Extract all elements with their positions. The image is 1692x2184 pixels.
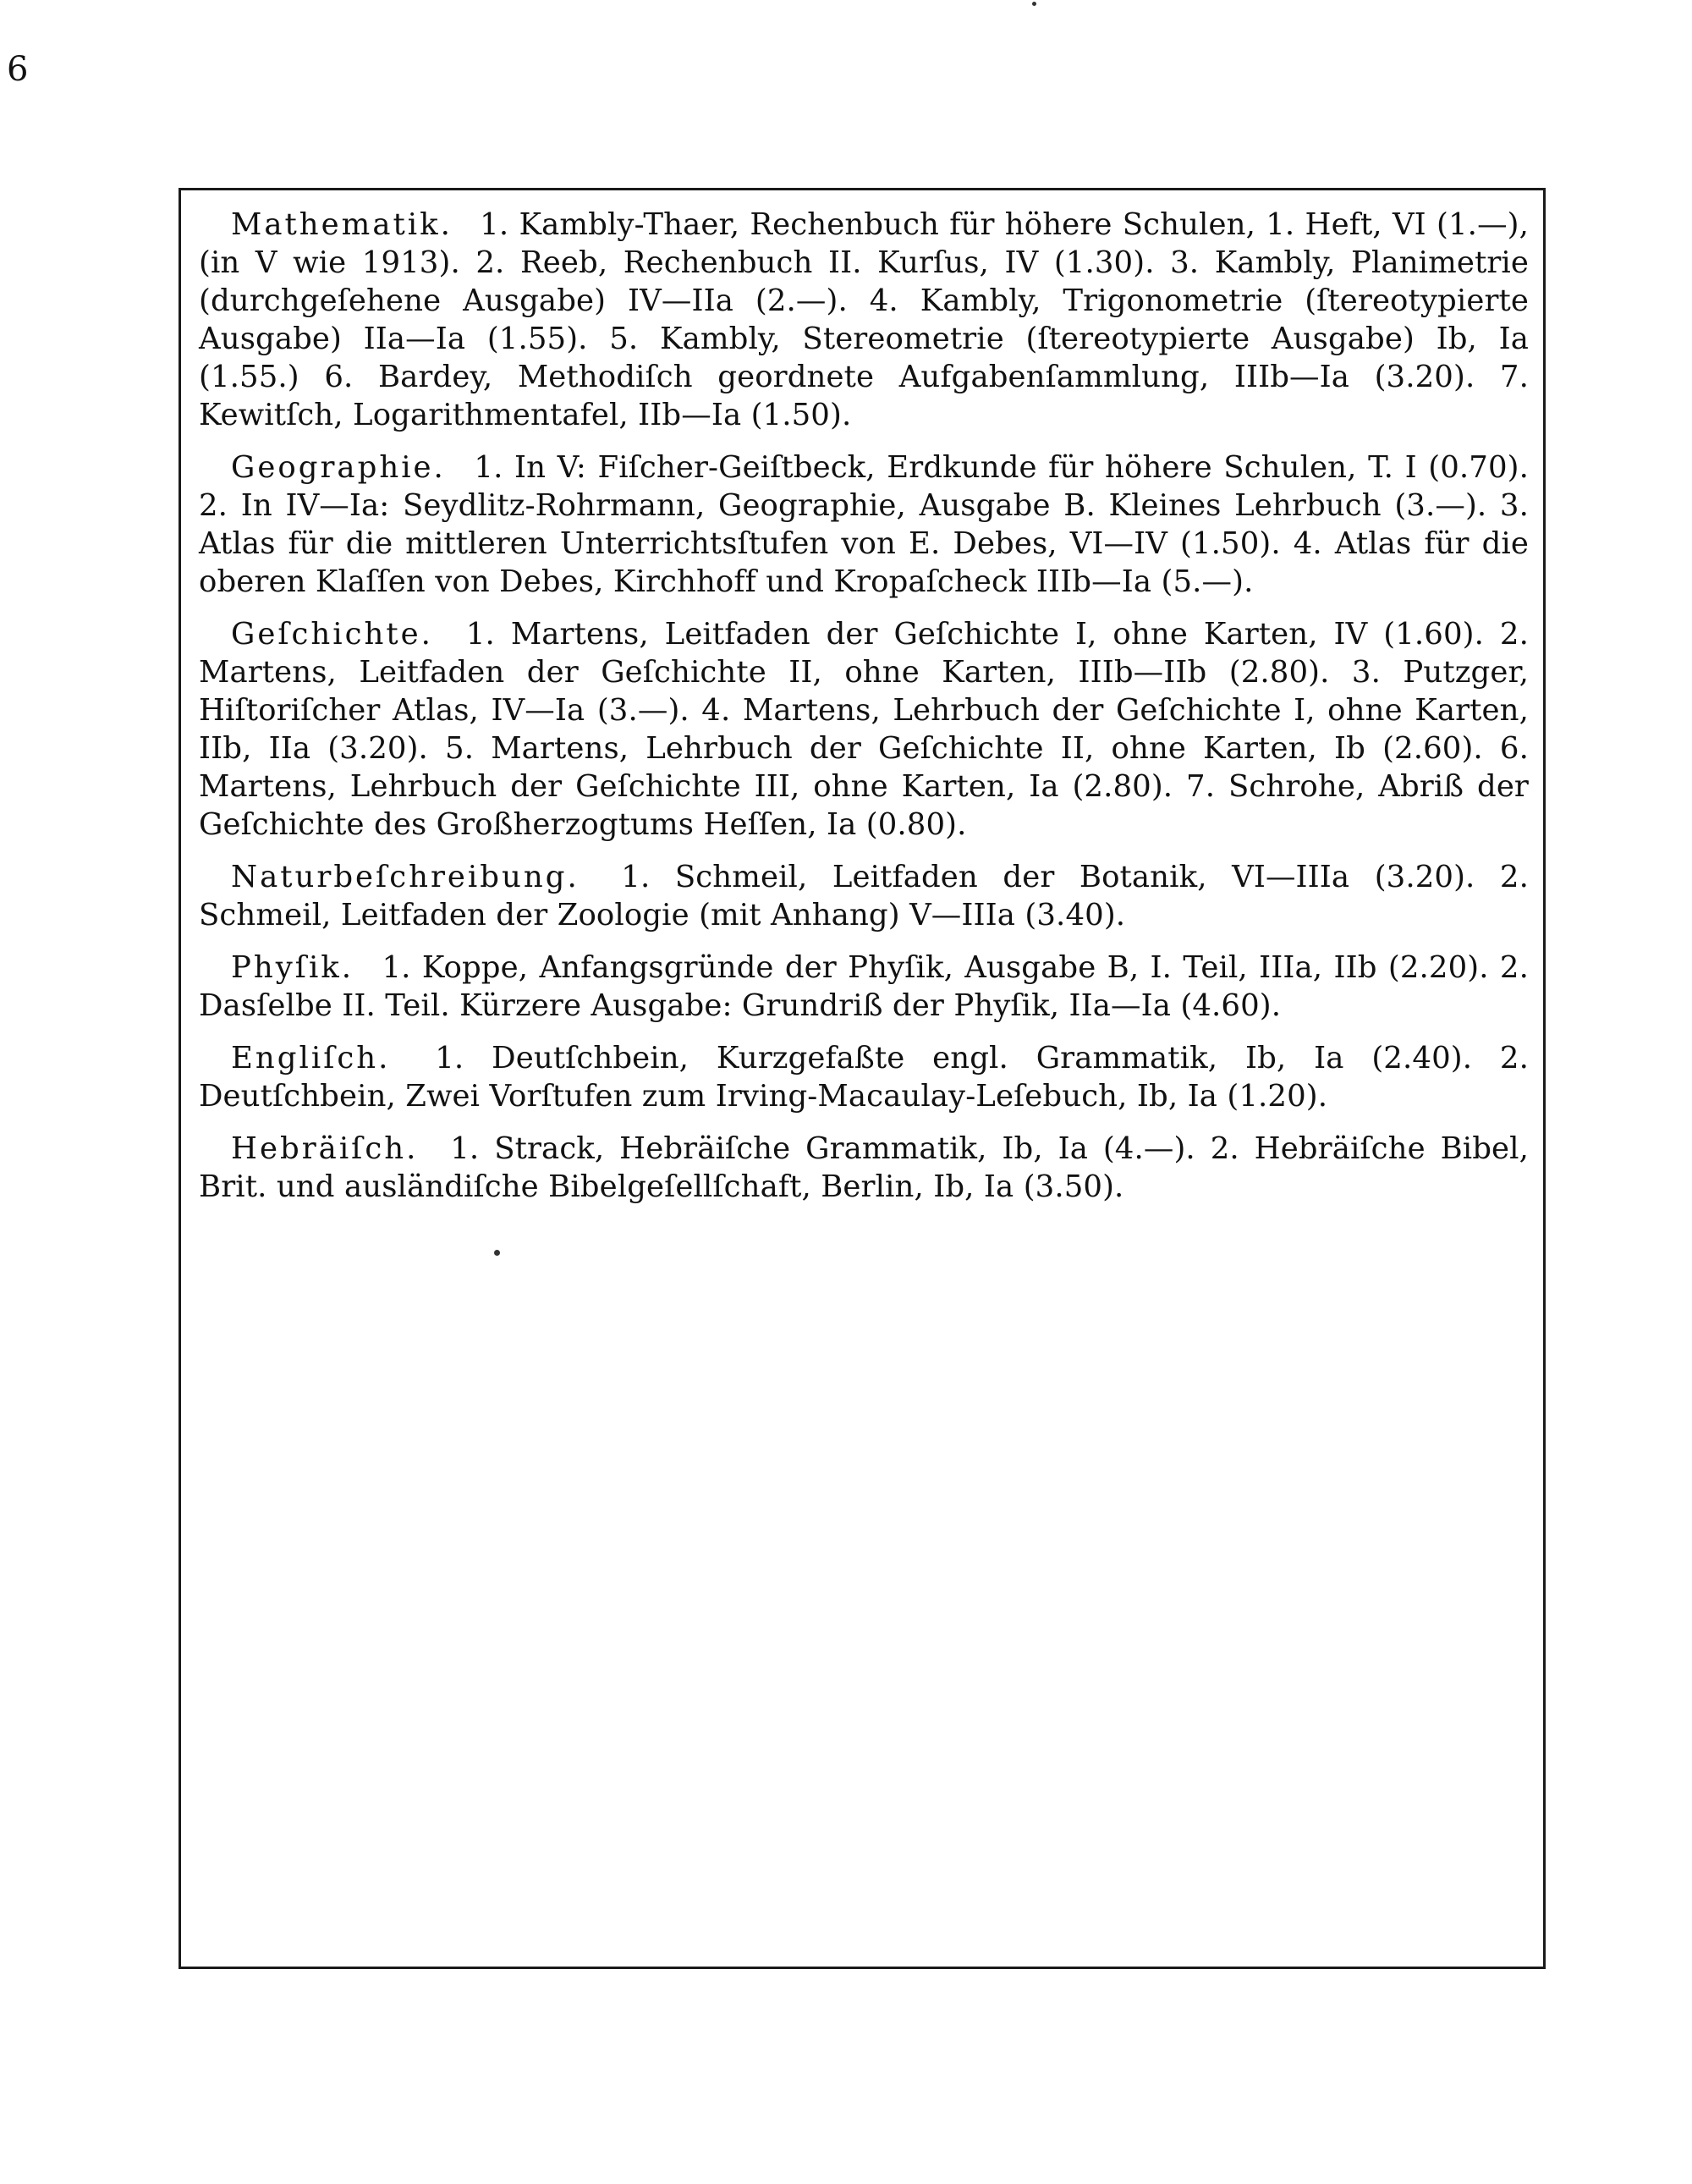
- section-heading: Mathematik.: [231, 207, 453, 242]
- section-heading: Hebräiſch.: [231, 1131, 419, 1166]
- section-naturbeschreibung: [199, 858, 1529, 934]
- section-text: 1. Kambly-Thaer, Rechenbuch für höhere Schulen, 1. Heft, VI (1.—), (in V wie 1913). 2. Reeb, Rechenbuch II. Kurſus, IV (1.30). 3. Kambly, Planimetrie (durchgeſehene Ausgabe) IV—IIa (2.—). 4. Kambly, Trigonometrie (ſtereotypierte Ausgabe) IIa—Ia (1.55). 5. Kambly, Stereometrie (ſtereotypierte Ausgabe) Ib, Ia (1.55.) 6. Bardey, Methodiſch geordnete Aufgabenſammlung, IIIb—Ia (3.20). 7. Kewitſch, Logarithmentafel, IIb—Ia (1.50).: [199, 207, 1530, 432]
- section-englisch: [199, 1039, 1529, 1115]
- page-number: 6: [7, 50, 29, 89]
- section-heading: Geſchichte.: [231, 617, 433, 652]
- booklist-content: [199, 206, 1529, 1220]
- section-mathematik: [199, 206, 1529, 434]
- section-text: 1. Strack, Hebräiſche Grammatik, Ib, Ia (4.—). 2. Hebräiſche Bibel, Brit. und ausländiſche Bibelgeſellſchaft, Berlin, Ib, Ia (3.50).: [199, 1131, 1529, 1204]
- section-physik: [199, 949, 1529, 1025]
- section-text: 1. In V: Fiſcher-Geiſtbeck, Erdkunde für höhere Schulen, T. I (0.70). 2. In IV—Ia: Seydlitz-Rohrmann, Geographie, Ausgabe B. Kleines Lehrbuch (3.—). 3. Atlas für die mittleren Unterrichtsſtufen von E. Debes, VI—IV (1.50). 4. Atlas für die oberen Klaſſen von Debes, Kirchhoff und Kropaſcheck IIIb—Ia (5.—).: [199, 450, 1529, 599]
- section-heading: Engliſch.: [231, 1041, 391, 1075]
- section-heading: Geographie.: [231, 450, 446, 485]
- section-heading: Phyſik.: [231, 950, 354, 985]
- section-text: 1. Schmeil, Leitfaden der Botanik, VI—IIIa (3.20). 2. Schmeil, Leitfaden der Zoologie (mit Anhang) V—IIIa (3.40).: [199, 860, 1529, 932]
- section-geographie: [199, 448, 1529, 601]
- section-text: 1. Koppe, Anfangsgründe der Phyſik, Ausgabe B, I. Teil, IIIa, IIb (2.20). 2. Dasſelbe II. Teil. Kürzere Ausgabe: Grundriß der Phyſik, IIa—Ia (4.60).: [199, 950, 1529, 1023]
- ink-speck: [1032, 2, 1036, 6]
- section-text: 1. Martens, Leitfaden der Geſchichte I, ohne Karten, IV (1.60). 2. Martens, Leitfaden der Geſchichte II, ohne Karten, IIIb—IIb (2.80). 3. Putzger, Hiſtoriſcher Atlas, IV—Ia (3.—). 4. Martens, Lehrbuch der Geſchichte I, ohne Karten, IIb, IIa (3.20). 5. Martens, Lehrbuch der Geſchichte II, ohne Karten, Ib (2.60). 6. Martens, Lehrbuch der Geſchichte III, ohne Karten, Ia (2.80). 7. Schrohe, Abriß der Geſchichte des Großherzogtums Heſſen, Ia (0.80).: [199, 617, 1529, 842]
- section-text: 1. Deutſchbein, Kurzgefaßte engl. Grammatik, Ib, Ia (2.40). 2. Deutſchbein, Zwei Vorſtufen zum Irving-Macaulay-Leſebuch, Ib, Ia (1.20).: [199, 1041, 1529, 1114]
- section-heading: Naturbeſchreibung.: [231, 860, 580, 894]
- ink-speck: [494, 1250, 500, 1256]
- section-hebraeisch: [199, 1130, 1529, 1206]
- section-geschichte: [199, 615, 1529, 844]
